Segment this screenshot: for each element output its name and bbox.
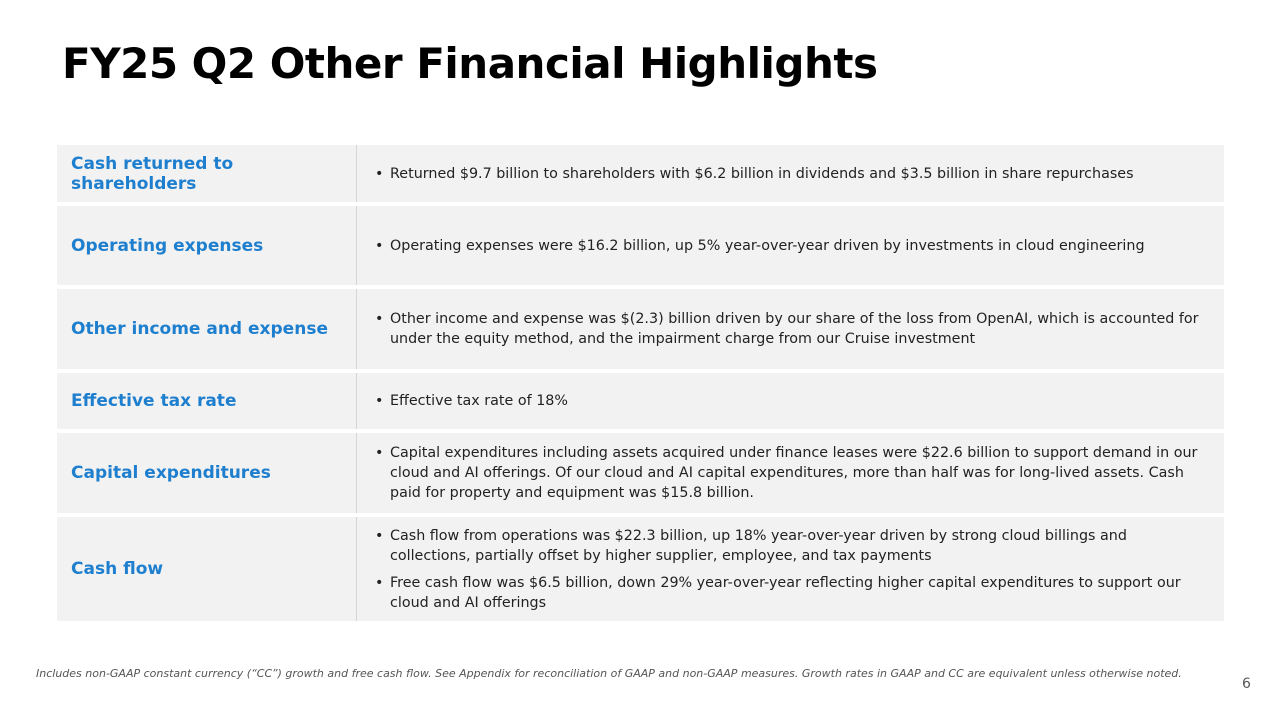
row-content bbox=[357, 289, 1224, 369]
row-label-cell bbox=[57, 145, 357, 202]
table-row bbox=[57, 433, 1224, 513]
row-label: Other income and expense bbox=[71, 319, 328, 339]
row-label-cell bbox=[57, 206, 357, 285]
row-label: Effective tax rate bbox=[71, 391, 237, 411]
row-label-cell bbox=[57, 289, 357, 369]
table-row bbox=[57, 373, 1224, 429]
row-content bbox=[357, 433, 1224, 513]
row-content bbox=[357, 145, 1224, 202]
bullet-item: • Effective tax rate of 18% bbox=[375, 391, 1204, 411]
row-label: Cash flow bbox=[71, 559, 164, 579]
highlights-table bbox=[57, 145, 1224, 621]
bullet-item: • Operating expenses were $16.2 billion, up 5% year-over-year driven by investments in cloud engineering bbox=[375, 236, 1204, 256]
page-number: 6 bbox=[1242, 676, 1251, 692]
row-label-cell bbox=[57, 433, 357, 513]
row-label: Capital expenditures bbox=[71, 463, 271, 483]
bullet-item: • Other income and expense was $(2.3) billion driven by our share of the loss from OpenAI, which is accounted for under the equity method, and the impairment charge from our Cruise investment bbox=[375, 309, 1204, 349]
row-content bbox=[357, 517, 1224, 621]
row-content bbox=[357, 206, 1224, 285]
table-row bbox=[57, 145, 1224, 202]
bullet-item: • Cash flow from operations was $22.3 billion, up 18% year-over-year driven by strong cloud billings and collections, partially offset by higher supplier, employee, and tax payments bbox=[375, 526, 1204, 566]
footnote: Includes non-GAAP constant currency (“CC”) growth and free cash flow. See Appendix for reconciliation of GAAP and non-GAAP measures. Growth rates in GAAP and CC are equivalent unless otherwise noted. bbox=[36, 667, 1182, 680]
page-title: FY25 Q2 Other Financial Highlights bbox=[62, 39, 878, 88]
table-row bbox=[57, 517, 1224, 621]
row-label: Operating expenses bbox=[71, 235, 264, 256]
table-row bbox=[57, 289, 1224, 369]
row-label-cell bbox=[57, 373, 357, 429]
table-row bbox=[57, 206, 1224, 285]
bullet-item: • Capital expenditures including assets acquired under finance leases were $22.6 billion to support demand in our cloud and AI offerings. Of our cloud and AI capital expenditures, more than half was for long-lived assets. Cash paid for property and equipment was $15.8 billion. bbox=[375, 443, 1204, 503]
bullet-item: • Free cash flow was $6.5 billion, down 29% year-over-year reflecting higher capital expenditures to support our cloud and AI offerings bbox=[375, 573, 1204, 613]
row-content bbox=[357, 373, 1224, 429]
row-label: Cash returned to shareholders bbox=[71, 153, 234, 194]
row-label-cell bbox=[57, 517, 357, 621]
bullet-item: • Returned $9.7 billion to shareholders with $6.2 billion in dividends and $3.5 billion in share repurchases bbox=[375, 164, 1204, 184]
